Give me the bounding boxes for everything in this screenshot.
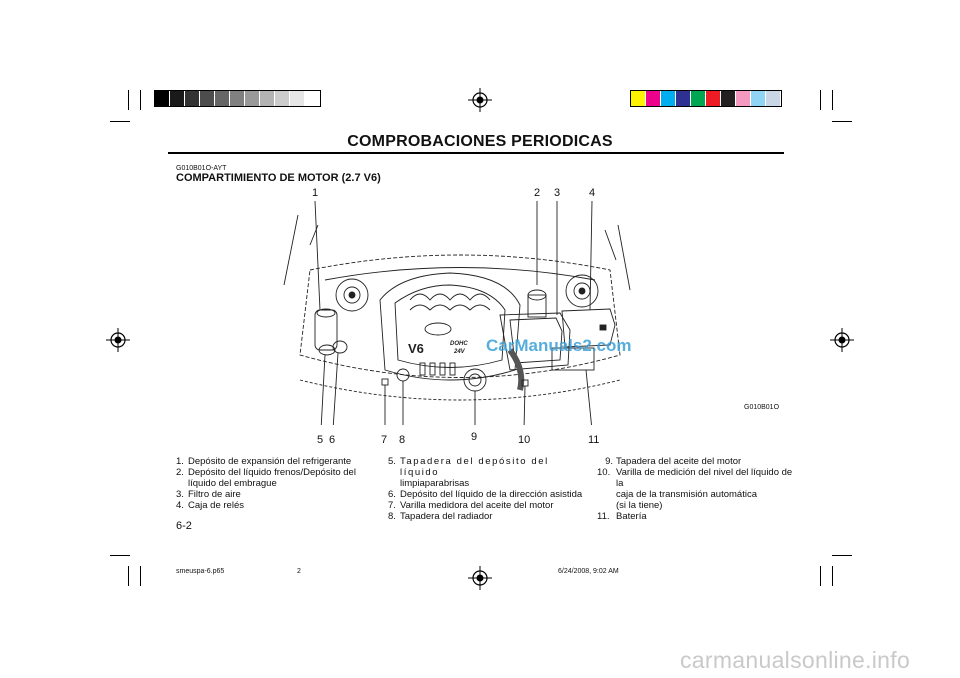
legend-column-1: 1. Depósito de expansión del refrigerante 2. Depósito del líquido frenos/Depósito del líquido del embrague 3. Filtro de aire 4. Caja de relés <box>176 456 356 511</box>
color-swatch-6 <box>706 91 721 106</box>
legend-column-3: 9. Tapadera del aceite del motor 10. Varilla de medición del nivel del líquido de la caja de la transmisión automática (si la tiene) 11. Batería <box>597 456 793 522</box>
figure-code: G010B01O <box>744 404 780 411</box>
watermark-text: CarManuals2.com <box>486 336 632 355</box>
callout-6: 6 <box>329 434 336 446</box>
color-swatch-3 <box>661 91 676 106</box>
color-swatch-5 <box>691 91 706 106</box>
color-swatch-7 <box>721 91 736 106</box>
color-swatch-10 <box>766 91 781 106</box>
section-title: COMPARTIMIENTO DE MOTOR (2.7 V6) <box>176 172 381 184</box>
footer-file: smeuspa-6.p65 <box>176 568 225 575</box>
color-swatch-8 <box>736 91 751 106</box>
page-title: COMPROBACIONES PERIODICAS <box>347 133 613 150</box>
grayscale-calibration-bar <box>154 90 321 107</box>
callout-2: 2 <box>534 187 541 199</box>
color-calibration-bar <box>630 90 782 107</box>
gray-swatch-4 <box>200 91 215 106</box>
callout-4: 4 <box>589 187 596 199</box>
color-swatch-4 <box>676 91 691 106</box>
v6-engine-label: V6 <box>408 341 424 356</box>
legend-column-2: 5. Tapadera del depósito del líquido limpiaparabrisas 6. Depósito del líquido de la dirección asistida 7. Varilla medidora del aceite del motor 8. Tapadera del radiador <box>388 456 583 522</box>
callout-8: 8 <box>399 434 406 446</box>
callout-5: 5 <box>317 434 324 446</box>
gray-swatch-9 <box>275 91 290 106</box>
24v-badge: 24V <box>454 349 465 355</box>
engine-compartment-illustration <box>270 185 650 425</box>
callout-7: 7 <box>381 434 388 446</box>
registration-target-icon <box>468 566 492 590</box>
color-swatch-2 <box>646 91 661 106</box>
section-code: G010B01O-AYT <box>176 165 227 172</box>
gray-swatch-7 <box>245 91 260 106</box>
footer-date: 6/24/2008, 9:02 AM <box>558 568 619 575</box>
callout-9: 9 <box>471 431 478 443</box>
gray-swatch-1 <box>155 91 170 106</box>
gray-swatch-6 <box>230 91 245 106</box>
callout-3: 3 <box>554 187 561 199</box>
callout-11: 11 <box>588 434 600 446</box>
registration-target-icon <box>830 328 854 352</box>
gray-swatch-8 <box>260 91 275 106</box>
gray-swatch-3 <box>185 91 200 106</box>
header-rule <box>168 152 784 154</box>
registration-target-icon <box>468 88 492 112</box>
callout-1: 1 <box>312 187 319 199</box>
registration-target-icon <box>106 328 130 352</box>
gray-swatch-10 <box>290 91 305 106</box>
callout-10: 10 <box>518 434 531 446</box>
page-number: 6-2 <box>176 520 192 532</box>
color-swatch-1 <box>631 91 646 106</box>
color-swatch-9 <box>751 91 766 106</box>
gray-swatch-5 <box>215 91 230 106</box>
gray-swatch-11 <box>305 91 320 106</box>
dohc-badge: DOHC <box>450 341 468 347</box>
footer-page: 2 <box>297 568 301 575</box>
site-watermark: carmanualsonline.info <box>680 647 911 673</box>
gray-swatch-2 <box>170 91 185 106</box>
